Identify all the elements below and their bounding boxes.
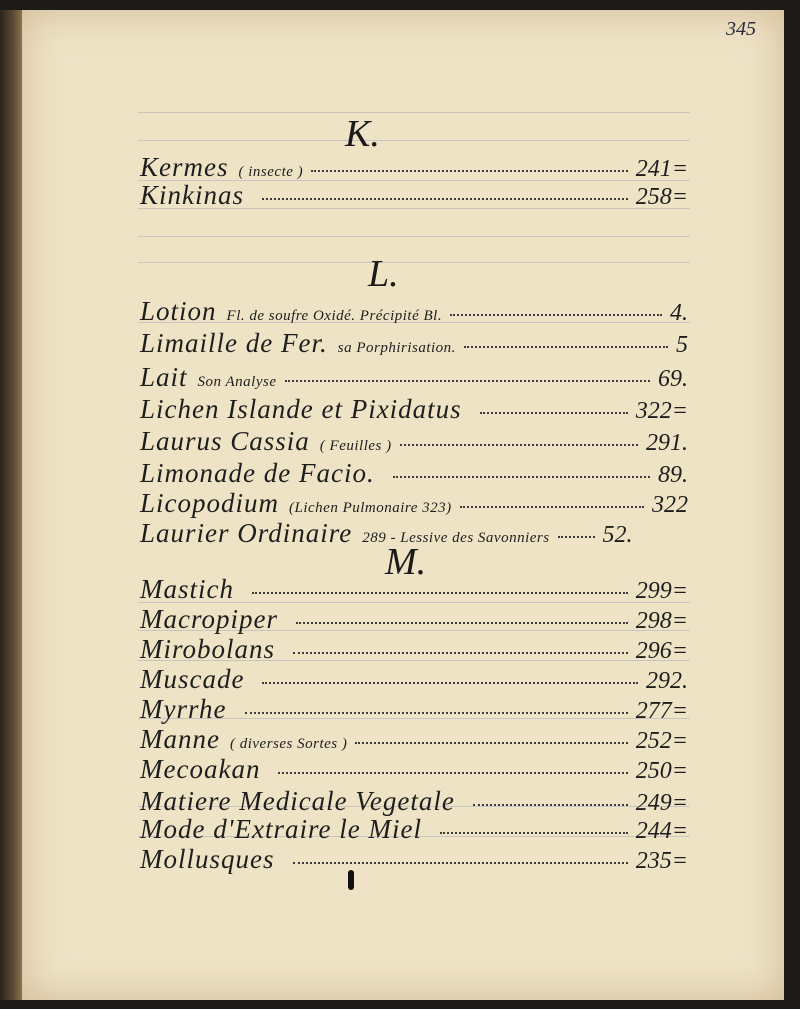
- index-entry: [140, 754, 688, 784]
- entry-page: 249=: [635, 790, 688, 816]
- leader-dots: [558, 536, 595, 538]
- entry-term: Laurier Ordinaire: [140, 518, 353, 548]
- index-entry: [140, 458, 688, 488]
- leader-dots: [355, 742, 627, 744]
- entry-page: 277=: [635, 698, 688, 724]
- entry-term: Mirobolans: [140, 634, 276, 664]
- index-entry: [140, 724, 688, 754]
- entry-page: 291.: [646, 430, 688, 456]
- index-entry: [140, 426, 688, 456]
- entry-page: 241=: [635, 156, 688, 182]
- index-entry: [140, 152, 688, 182]
- leader-dots: [450, 314, 662, 316]
- index-entry: [140, 488, 688, 518]
- ruled-line: [138, 262, 690, 263]
- entry-term: Kinkinas: [140, 180, 245, 210]
- entry-page: 252=: [635, 728, 688, 754]
- entry-term: Laurus Cassia: [140, 426, 310, 456]
- entry-page: 69.: [658, 366, 688, 392]
- ink-blot: [348, 870, 354, 890]
- leader-dots: [293, 862, 628, 864]
- entry-page: 4.: [670, 300, 688, 326]
- entry-note: ( diverses Sortes ): [229, 736, 348, 752]
- entry-term: Lait: [140, 362, 188, 392]
- entry-term: Matiere Medicale Vegetale: [140, 786, 455, 816]
- leader-dots: [480, 412, 628, 414]
- index-entry: [140, 814, 688, 844]
- entry-term: Muscade: [140, 664, 245, 694]
- leader-dots: [464, 346, 668, 348]
- leader-dots: [252, 592, 628, 594]
- section-heading-l: L.: [368, 253, 399, 295]
- entry-term: Macropiper: [140, 604, 278, 634]
- index-entry: [140, 362, 688, 392]
- entry-page: 296=: [635, 638, 688, 664]
- entry-term: Myrrhe: [140, 694, 227, 724]
- ruled-line: [138, 236, 690, 237]
- entry-term: Licopodium: [140, 488, 280, 518]
- entry-page: 292.: [646, 668, 688, 694]
- entry-note: 289 - Lessive des Savonniers: [362, 530, 550, 546]
- entry-note: ( Feuilles ): [319, 438, 392, 454]
- entry-term: Manne: [140, 724, 220, 754]
- ruled-line: [138, 112, 690, 113]
- section-heading-k: K.: [345, 113, 380, 155]
- index-entry: [140, 694, 688, 724]
- ruled-line: [138, 140, 690, 141]
- entry-page: 5: [676, 332, 688, 358]
- index-entry: [140, 634, 688, 664]
- folio-number: 345: [726, 18, 756, 40]
- leader-dots: [440, 832, 628, 834]
- leader-dots: [262, 198, 628, 200]
- leader-dots: [285, 380, 651, 382]
- leader-dots: [311, 170, 628, 172]
- entry-term: Mecoakan: [140, 754, 261, 784]
- entry-term: Limonade de Facio.: [140, 458, 375, 488]
- index-entry: [140, 394, 688, 424]
- entry-note: Son Analyse: [197, 374, 277, 390]
- leader-dots: [400, 444, 638, 446]
- index-entry: [140, 296, 688, 326]
- entry-note: sa Porphirisation.: [337, 340, 456, 356]
- entry-term: Mastich: [140, 574, 234, 604]
- entry-page: 258=: [635, 184, 688, 210]
- leader-dots: [460, 506, 644, 508]
- entry-page: 250=: [635, 758, 688, 784]
- entry-term: Kermes: [140, 152, 229, 182]
- entry-term: Mollusques: [140, 844, 275, 874]
- entry-page: 322=: [635, 398, 688, 424]
- entry-note: (Lichen Pulmonaire 323): [289, 500, 452, 516]
- leader-dots: [296, 622, 628, 624]
- leader-dots: [262, 682, 638, 684]
- entry-term: Mode d'Extraire le Miel: [140, 814, 422, 844]
- entry-term: Lotion: [140, 296, 217, 326]
- entry-term: Lichen Islande et Pixidatus: [140, 394, 462, 424]
- entry-page: 299=: [635, 578, 688, 604]
- entry-term: Limaille de Fer.: [140, 328, 328, 358]
- entry-page: 244=: [635, 818, 688, 844]
- leader-dots: [393, 476, 650, 478]
- section-heading-m: M.: [385, 541, 427, 583]
- entry-page: 235=: [635, 848, 688, 874]
- leader-dots: [278, 772, 627, 774]
- entry-page: 52.: [602, 522, 633, 548]
- entry-note: Fl. de soufre Oxidé. Précipité Bl.: [226, 308, 443, 324]
- entry-note: ( insecte ): [238, 164, 304, 180]
- leader-dots: [473, 804, 628, 806]
- leader-dots: [293, 652, 628, 654]
- index-entry: [140, 180, 688, 210]
- leader-dots: [245, 712, 628, 714]
- index-entry: [140, 844, 688, 874]
- entry-page: 322: [652, 492, 688, 518]
- index-entry: [140, 574, 688, 604]
- index-entry: [140, 786, 688, 816]
- index-entry: [140, 604, 688, 634]
- index-entry: [140, 328, 688, 358]
- entry-page: 298=: [635, 608, 688, 634]
- index-entry: [140, 664, 688, 694]
- entry-page: 89.: [658, 462, 688, 488]
